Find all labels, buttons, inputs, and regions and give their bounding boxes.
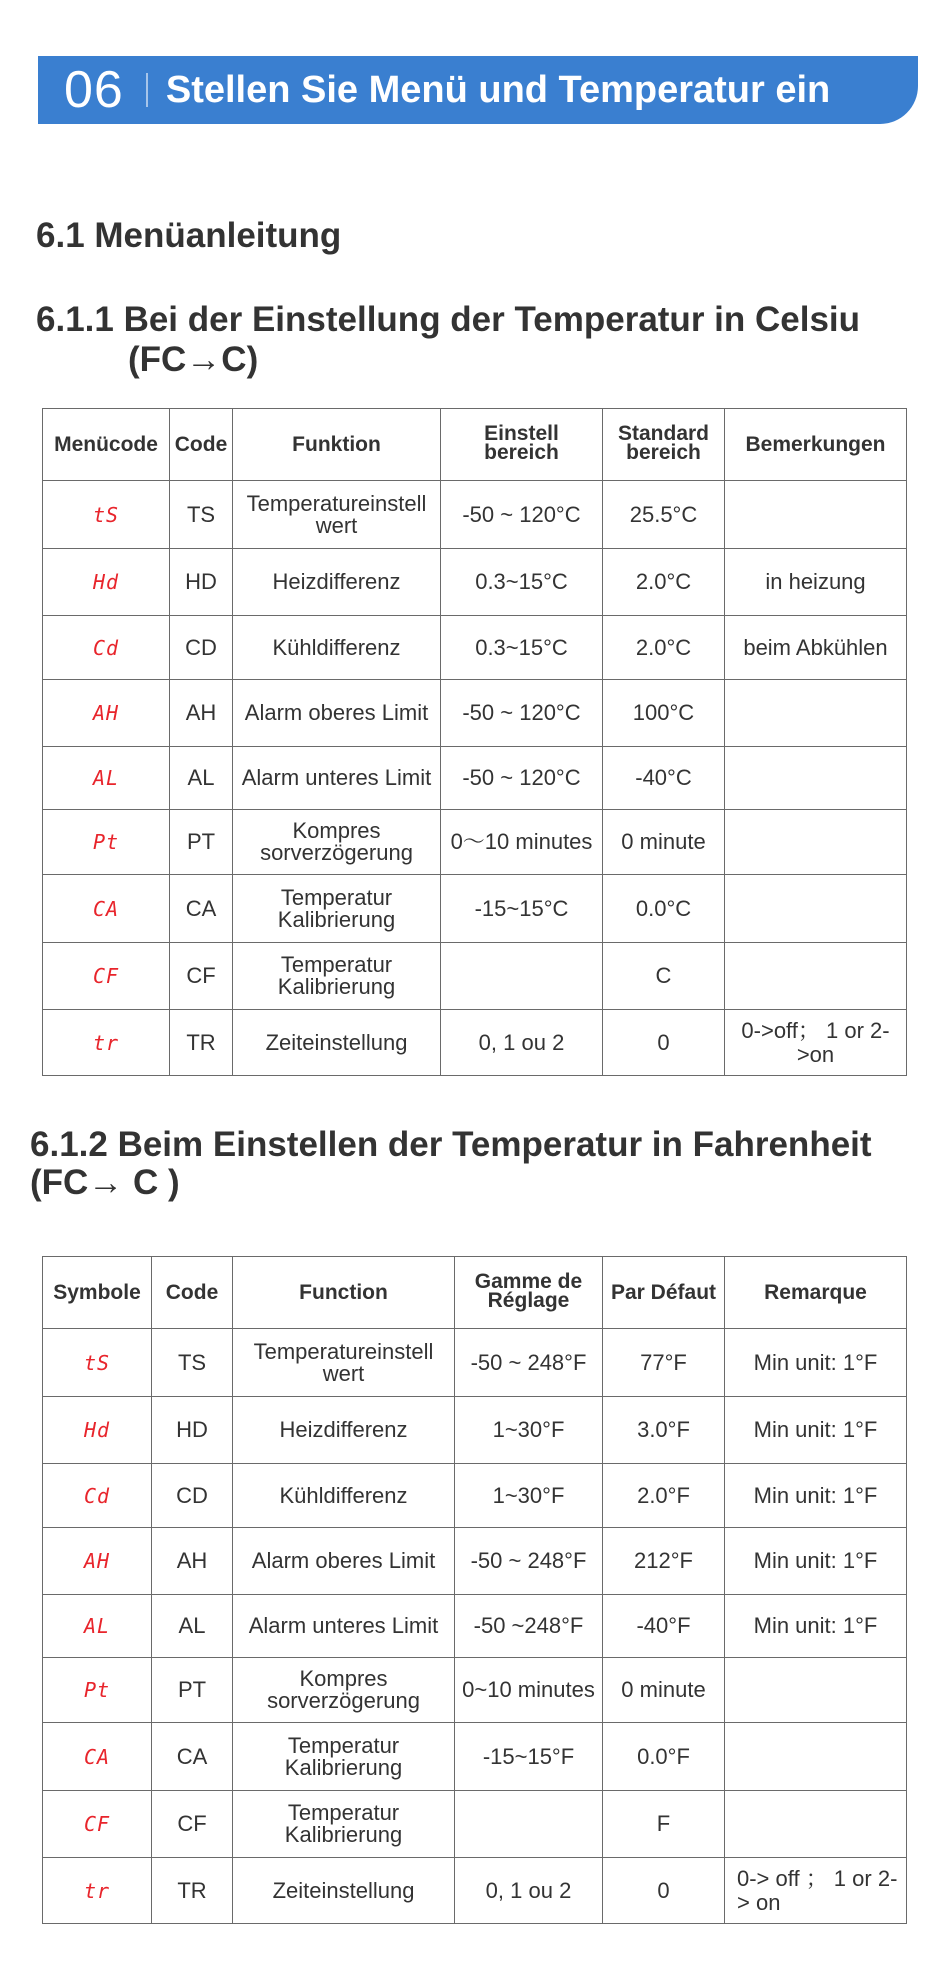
lcd-symbol-cell: Cd bbox=[43, 616, 170, 680]
lcd-symbol-cell: tr bbox=[43, 1858, 152, 1924]
range-cell: 1~30°F bbox=[455, 1464, 603, 1528]
range-cell: -50 ~ 120°C bbox=[441, 481, 603, 549]
table-header bbox=[603, 409, 725, 481]
note-cell bbox=[725, 481, 907, 549]
lcd-symbol-cell: tS bbox=[43, 481, 170, 549]
note-cell bbox=[725, 680, 907, 747]
code-cell: CD bbox=[170, 616, 233, 680]
default-cell: 77°F bbox=[603, 1329, 725, 1397]
note-cell bbox=[725, 1791, 907, 1858]
function-cell: Alarm oberes Limit bbox=[233, 1528, 455, 1595]
code-cell: CF bbox=[152, 1791, 233, 1858]
table-row bbox=[43, 1397, 907, 1464]
function-cell: Temperatureinstell wert bbox=[233, 1329, 455, 1397]
range-cell: 0, 1 ou 2 bbox=[441, 1010, 603, 1076]
function-cell: Temperatur Kalibrierung bbox=[233, 1791, 455, 1858]
table-row bbox=[43, 1723, 907, 1791]
code-cell: CD bbox=[152, 1464, 233, 1528]
function-cell: Alarm unteres Limit bbox=[233, 1595, 455, 1658]
table-header: Menücode bbox=[43, 409, 170, 481]
code-cell: AL bbox=[152, 1595, 233, 1658]
default-cell: 212°F bbox=[603, 1528, 725, 1595]
note-cell: beim Abkühlen bbox=[725, 616, 907, 680]
note-cell: Min unit: 1°F bbox=[725, 1528, 907, 1595]
code-cell: HD bbox=[152, 1397, 233, 1464]
code-cell: HD bbox=[170, 549, 233, 616]
range-cell bbox=[441, 943, 603, 1010]
default-cell: C bbox=[603, 943, 725, 1010]
table-row bbox=[43, 1791, 907, 1858]
table-row bbox=[43, 1858, 907, 1924]
table-header-text: Standard bereich bbox=[617, 422, 709, 464]
note-cell bbox=[725, 747, 907, 810]
table-row bbox=[43, 616, 907, 680]
lcd-symbol-cell: Hd bbox=[43, 549, 170, 616]
default-cell: 0 minute bbox=[603, 1658, 725, 1723]
table-row bbox=[43, 1528, 907, 1595]
function-cell: Zeiteinstellung bbox=[233, 1858, 455, 1924]
banner-divider bbox=[146, 73, 148, 107]
code-cell: CF bbox=[170, 943, 233, 1010]
default-cell: 25.5°C bbox=[603, 481, 725, 549]
table-header: Code bbox=[170, 409, 233, 481]
code-cell: TR bbox=[170, 1010, 233, 1076]
note-cell bbox=[725, 1658, 907, 1723]
function-cell: Kompres sorverzögerung bbox=[233, 810, 441, 875]
table-header bbox=[441, 409, 603, 481]
table-header-text: Gamme de Réglage bbox=[474, 1270, 583, 1312]
range-cell: 0, 1 ou 2 bbox=[455, 1858, 603, 1924]
lcd-symbol-cell: AL bbox=[43, 747, 170, 810]
fahrenheit-heading bbox=[30, 1126, 872, 1202]
note-cell: 0-> off ； 1 or 2-> on bbox=[725, 1858, 907, 1924]
table-row bbox=[43, 680, 907, 747]
lcd-symbol-cell: CA bbox=[43, 875, 170, 943]
table-row bbox=[43, 875, 907, 943]
function-cell: Kühldifferenz bbox=[233, 1464, 455, 1528]
code-cell: CA bbox=[170, 875, 233, 943]
default-cell: 0 bbox=[603, 1858, 725, 1924]
function-cell: Temperatur Kalibrierung bbox=[233, 1723, 455, 1791]
lcd-symbol-cell: AH bbox=[43, 1528, 152, 1595]
range-cell: -15~15°C bbox=[441, 875, 603, 943]
fahrenheit-heading-line2: (FC→ C ) bbox=[30, 1163, 180, 1202]
table-row bbox=[43, 1595, 907, 1658]
code-cell: TS bbox=[170, 481, 233, 549]
table-header: Funktion bbox=[233, 409, 441, 481]
lcd-symbol-cell: Cd bbox=[43, 1464, 152, 1528]
note-cell: Min unit: 1°F bbox=[725, 1329, 907, 1397]
range-cell: -50 ~ 248°F bbox=[455, 1329, 603, 1397]
note-cell bbox=[725, 810, 907, 875]
default-cell: 100°C bbox=[603, 680, 725, 747]
default-cell: 2.0°C bbox=[603, 549, 725, 616]
code-cell: AL bbox=[170, 747, 233, 810]
default-cell: -40°F bbox=[603, 1595, 725, 1658]
note-cell: in heizung bbox=[725, 549, 907, 616]
note-cell: Min unit: 1°F bbox=[725, 1397, 907, 1464]
table-header-text: Einstell bereich bbox=[484, 422, 559, 464]
table-header: Remarque bbox=[725, 1257, 907, 1329]
table-row bbox=[43, 943, 907, 1010]
fahrenheit-table bbox=[42, 1256, 907, 1924]
range-cell: -15~15°F bbox=[455, 1723, 603, 1791]
lcd-symbol-cell: Pt bbox=[43, 810, 170, 875]
celsius-heading bbox=[36, 300, 860, 380]
function-cell: Temperatur Kalibrierung bbox=[233, 875, 441, 943]
range-cell: -50 ~248°F bbox=[455, 1595, 603, 1658]
range-cell: 0.3~15°C bbox=[441, 549, 603, 616]
section-banner bbox=[38, 56, 918, 124]
section-number: 06 bbox=[64, 61, 124, 119]
function-cell: Kompres sorverzögerung bbox=[233, 1658, 455, 1723]
table-header: Symbole bbox=[43, 1257, 152, 1329]
note-cell: Min unit: 1°F bbox=[725, 1595, 907, 1658]
table-header: Code bbox=[152, 1257, 233, 1329]
table-header bbox=[455, 1257, 603, 1329]
lcd-symbol-cell: tr bbox=[43, 1010, 170, 1076]
note-cell bbox=[725, 1723, 907, 1791]
lcd-symbol-cell: AH bbox=[43, 680, 170, 747]
default-cell: 0 minute bbox=[603, 810, 725, 875]
table-row bbox=[43, 747, 907, 810]
table-header: Par Défaut bbox=[603, 1257, 725, 1329]
section-title: Stellen Sie Menü und Temperatur ein bbox=[165, 68, 831, 111]
default-cell: -40°C bbox=[603, 747, 725, 810]
function-cell: Heizdifferenz bbox=[233, 1397, 455, 1464]
note-cell: Min unit: 1°F bbox=[725, 1464, 907, 1528]
code-cell: CA bbox=[152, 1723, 233, 1791]
lcd-symbol-cell: Pt bbox=[43, 1658, 152, 1723]
function-cell: Temperatureinstell wert bbox=[233, 481, 441, 549]
table-row bbox=[43, 1010, 907, 1076]
code-cell: AH bbox=[170, 680, 233, 747]
default-cell: 0.0°F bbox=[603, 1723, 725, 1791]
range-cell: -50 ~ 120°C bbox=[441, 747, 603, 810]
code-cell: PT bbox=[170, 810, 233, 875]
range-cell: -50 ~ 248°F bbox=[455, 1528, 603, 1595]
range-cell: 1~30°F bbox=[455, 1397, 603, 1464]
table-row bbox=[43, 810, 907, 875]
table-row bbox=[43, 549, 907, 616]
function-cell: Alarm oberes Limit bbox=[233, 680, 441, 747]
function-cell: Temperatur Kalibrierung bbox=[233, 943, 441, 1010]
table-header: Bemerkungen bbox=[725, 409, 907, 481]
range-cell bbox=[455, 1791, 603, 1858]
code-cell: TS bbox=[152, 1329, 233, 1397]
table-row bbox=[43, 1658, 907, 1723]
lcd-symbol-cell: tS bbox=[43, 1329, 152, 1397]
function-cell: Kühldifferenz bbox=[233, 616, 441, 680]
celsius-heading-line1: 6.1.1 Bei der Einstellung der Temperatur in Celsiu bbox=[36, 300, 861, 339]
note-cell bbox=[725, 943, 907, 1010]
default-cell: 3.0°F bbox=[603, 1397, 725, 1464]
note-cell: 0->off； 1 or 2->on bbox=[725, 1010, 907, 1076]
table-row bbox=[43, 481, 907, 549]
range-cell: 0～10 minutes bbox=[441, 810, 603, 875]
code-cell: PT bbox=[152, 1658, 233, 1723]
note-cell bbox=[725, 875, 907, 943]
lcd-symbol-cell: CF bbox=[43, 1791, 152, 1858]
range-cell: 0~10 minutes bbox=[455, 1658, 603, 1723]
range-cell: 0.3~15°C bbox=[441, 616, 603, 680]
default-cell: F bbox=[603, 1791, 725, 1858]
default-cell: 0.0°C bbox=[603, 875, 725, 943]
lcd-symbol-cell: Hd bbox=[43, 1397, 152, 1464]
celsius-table bbox=[42, 408, 907, 1076]
lcd-symbol-cell: AL bbox=[43, 1595, 152, 1658]
function-cell: Heizdifferenz bbox=[233, 549, 441, 616]
code-cell: AH bbox=[152, 1528, 233, 1595]
lcd-symbol-cell: CF bbox=[43, 943, 170, 1010]
default-cell: 2.0°F bbox=[603, 1464, 725, 1528]
range-cell: -50 ~ 120°C bbox=[441, 680, 603, 747]
code-cell: TR bbox=[152, 1858, 233, 1924]
function-cell: Alarm unteres Limit bbox=[233, 747, 441, 810]
fahrenheit-heading-line1: 6.1.2 Beim Einstellen der Temperatur in Fahrenheit bbox=[30, 1125, 872, 1164]
default-cell: 2.0°C bbox=[603, 616, 725, 680]
lcd-symbol-cell: CA bbox=[43, 1723, 152, 1791]
function-cell: Zeiteinstellung bbox=[233, 1010, 441, 1076]
table-row bbox=[43, 1464, 907, 1528]
celsius-heading-line2: (FC→C) bbox=[128, 340, 259, 379]
table-header: Function bbox=[233, 1257, 455, 1329]
table-row bbox=[43, 1329, 907, 1397]
menu-guide-heading: 6.1 Menüanleitung bbox=[36, 216, 342, 255]
default-cell: 0 bbox=[603, 1010, 725, 1076]
